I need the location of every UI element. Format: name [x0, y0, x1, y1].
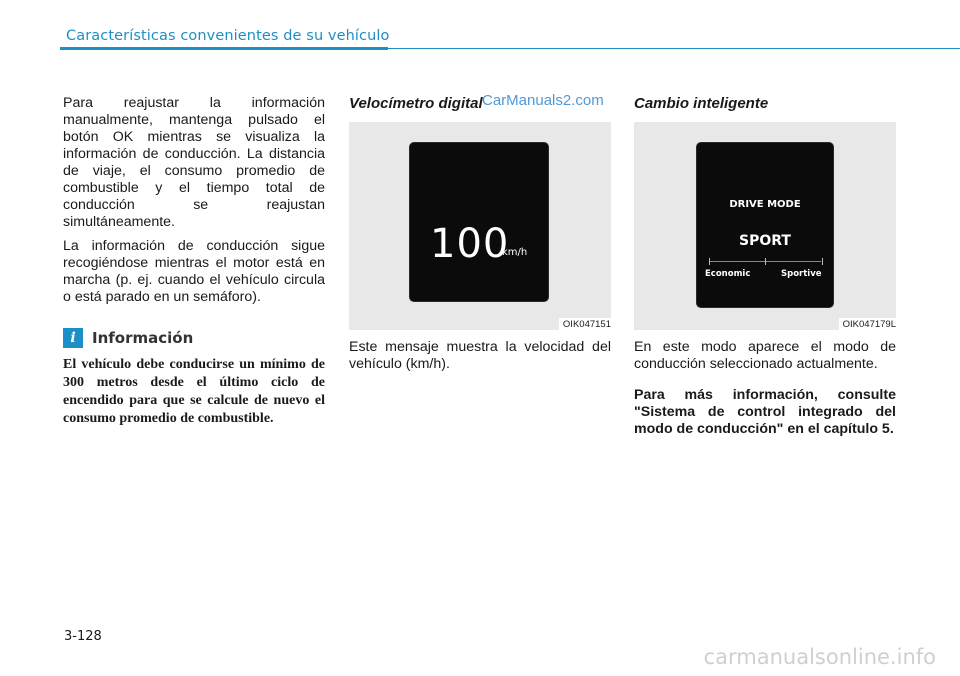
- figure-drive-mode: [634, 122, 896, 330]
- figure-code: OIK047179L: [839, 318, 896, 330]
- mode-label-economic: Economic: [705, 269, 751, 279]
- watermark-link[interactable]: CarManuals2.com: [482, 92, 604, 109]
- speed-unit: km/h: [502, 247, 528, 258]
- cluster-screen: [409, 142, 549, 302]
- mode-label-sportive: Sportive: [781, 269, 822, 279]
- section-header-title: Características convenientes de su vehículo: [66, 28, 390, 44]
- figure-speedometer: [349, 122, 611, 330]
- footer-site-watermark: carmanualsonline.info: [703, 645, 936, 669]
- mode-scale-tick: [822, 258, 823, 265]
- info-title: Información: [92, 329, 194, 347]
- info-header: [63, 328, 325, 348]
- info-icon: i: [63, 328, 83, 348]
- header-rule-thin: [388, 48, 960, 49]
- column-left: [63, 95, 325, 428]
- drive-mode-title: DRIVE MODE: [729, 199, 801, 210]
- section-title-smart-shift: Cambio inteligente: [634, 95, 769, 112]
- header-rule-thick: [60, 47, 388, 50]
- figure-caption: Este mensaje muestra la velocidad del vehículo (km/h).: [349, 339, 611, 372]
- column-middle: [349, 95, 611, 380]
- info-body: El vehículo debe conducirse un mínimo de 300 metros desde el último ciclo de encendido para que se calcule de nuevo el consumo promedio de combustible.: [63, 357, 325, 426]
- drive-mode-value: SPORT: [739, 233, 791, 249]
- cross-reference-note: Para más información, consulte "Sistema de control integrado del modo de conducción" en el capítulo 5.: [634, 387, 896, 437]
- mode-scale-tick: [709, 258, 710, 265]
- paragraph-reset-info: Para reajustar la información manualmente, mantenga pulsado el botón OK mientras se visualiza la información de conducción. La distancia de viaje, el consumo promedio de combustible y el tiempo total de conducción se reajustan simultáneamente.: [63, 95, 325, 230]
- figure-code: OIK047151: [559, 318, 611, 330]
- figure-caption: En este modo aparece el modo de conducción seleccionado actualmente.: [634, 339, 896, 372]
- page-number: 3-128: [64, 629, 102, 644]
- column-right: [634, 95, 896, 438]
- cluster-screen: [696, 142, 834, 308]
- paragraph-info-collection: La información de conducción sigue recogiéndose mientras el motor está en marcha (p. ej. cuando el vehículo circula o está parado en un semáforo).: [63, 238, 325, 305]
- speed-value: 100: [430, 221, 510, 267]
- section-title-digital-speedometer: Velocímetro digital: [349, 95, 483, 112]
- mode-scale-tick: [765, 258, 766, 265]
